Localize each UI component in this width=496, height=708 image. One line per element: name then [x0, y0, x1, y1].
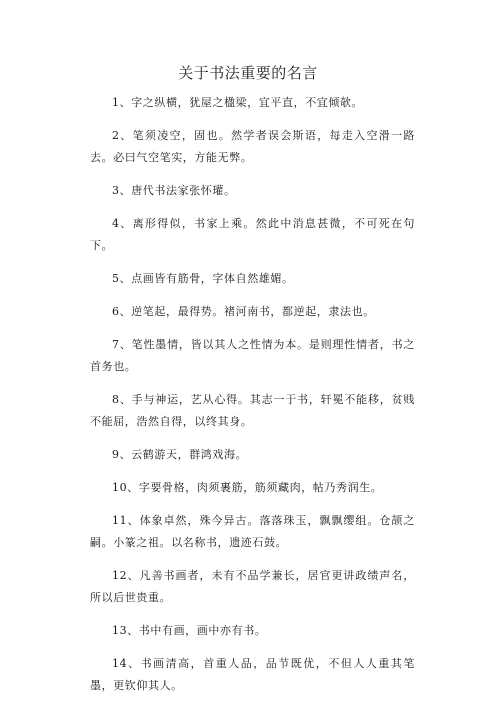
quote-item: 12、凡善书画者，未有不品学兼长，居官更讲政绩声名，所以后世贵重。 [90, 569, 415, 604]
quote-item: 11、体象卓然，殊今异古。落落珠玉，飘飘缨组。仓颉之嗣。小篆之祖。以名称书，遗迹石鼓。 [90, 514, 415, 549]
document-title: 关于书法重要的名言 [178, 64, 318, 82]
quote-item: 13、书中有画，画中亦有书。 [112, 624, 267, 637]
quote-item: 8、手与神运，艺从心得。其志一于书，轩冕不能移，贫贱不能屈，浩然自得，以终其身。 [90, 393, 415, 428]
quote-item: 5、点画皆有筋骨，字体自然雄媚。 [112, 272, 294, 285]
quote-item: 10、字要骨格，肉须裹筋，筋须藏肉，帖乃秀润生。 [112, 481, 383, 494]
quote-item: 4、离形得似，书家上乘。然此中消息甚微，不可死在句下。 [90, 217, 415, 252]
quote-item: 6、逆笔起，最得势。褚河南书，都逆起，隶法也。 [112, 305, 375, 318]
quote-item: 7、笔性墨情，皆以其人之性情为本。是则理性情者，书之首务也。 [90, 338, 415, 373]
quote-item: 1、字之纵横，犹屋之楹梁，宜平直，不宜倾欹。 [112, 96, 364, 109]
quote-list [90, 92, 415, 708]
quote-item: 2、笔须凌空，固也。然学者误会斯语，每走入空滑一路去。必曰气空笔实，方能无弊。 [90, 129, 415, 164]
quote-item: 9、云鹤游天，群鸿戏海。 [112, 448, 248, 461]
quote-item: 3、唐代书法家张怀瓘。 [112, 184, 236, 197]
quote-item: 14、书画清高，首重人品，品节既优，不但人人重其笔墨，更钦仰其人。 [90, 657, 415, 692]
